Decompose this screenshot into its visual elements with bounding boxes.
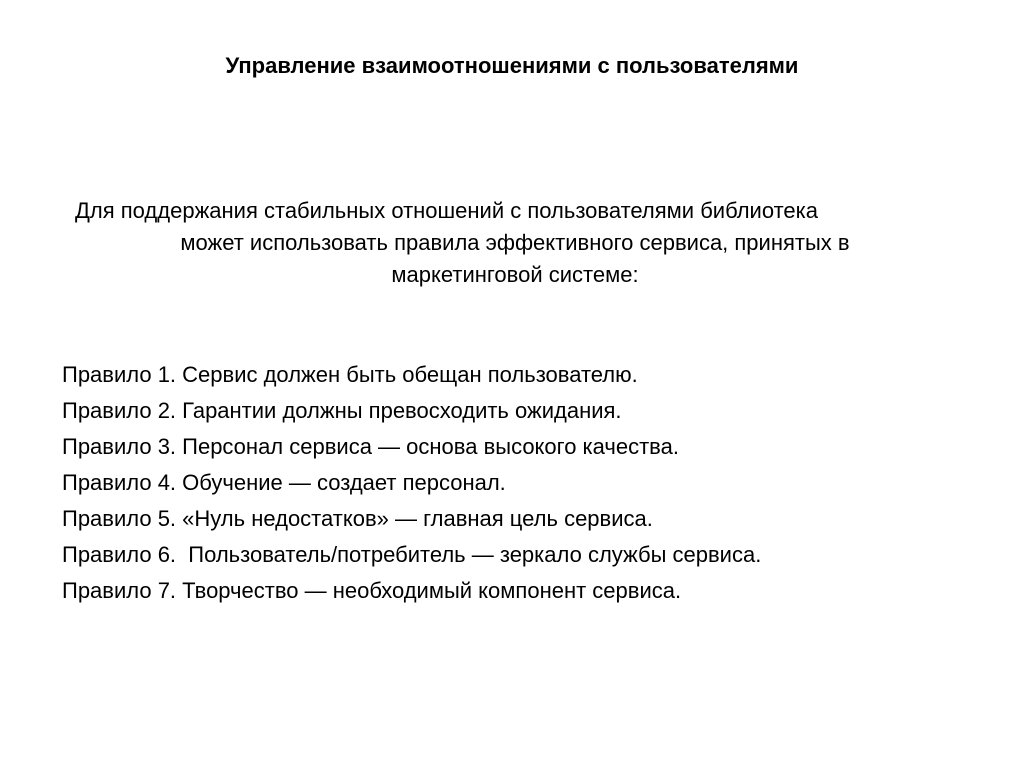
rule-item: Правило 6. Пользователь/потребитель — зеркало службы сервиса. bbox=[62, 542, 762, 567]
rule-item: Правило 1. Сервис должен быть обещан пользователю. bbox=[62, 362, 638, 387]
rule-item: Правило 7. Творчество — необходимый компонент сервиса. bbox=[62, 578, 682, 603]
rule-item: Правило 5. «Нуль недостатков» — главная цель сервиса. bbox=[62, 506, 653, 531]
rules-list bbox=[62, 357, 962, 609]
rule-item: Правило 3. Персонал сервиса — основа высокого качества. bbox=[62, 434, 679, 459]
intro-paragraph bbox=[75, 195, 955, 291]
intro-line-2: может использовать правила эффективного сервиса, принятых в bbox=[180, 230, 850, 255]
slide-title: Управление взаимоотношениями с пользователями bbox=[225, 53, 799, 78]
rule-item: Правило 2. Гарантии должны превосходить ожидания. bbox=[62, 398, 622, 423]
intro-line-1: Для поддержания стабильных отношений с пользователями библиотека bbox=[75, 198, 818, 223]
intro-line-3: маркетинговой системе: bbox=[391, 262, 639, 287]
rule-item: Правило 4. Обучение — создает персонал. bbox=[62, 470, 506, 495]
